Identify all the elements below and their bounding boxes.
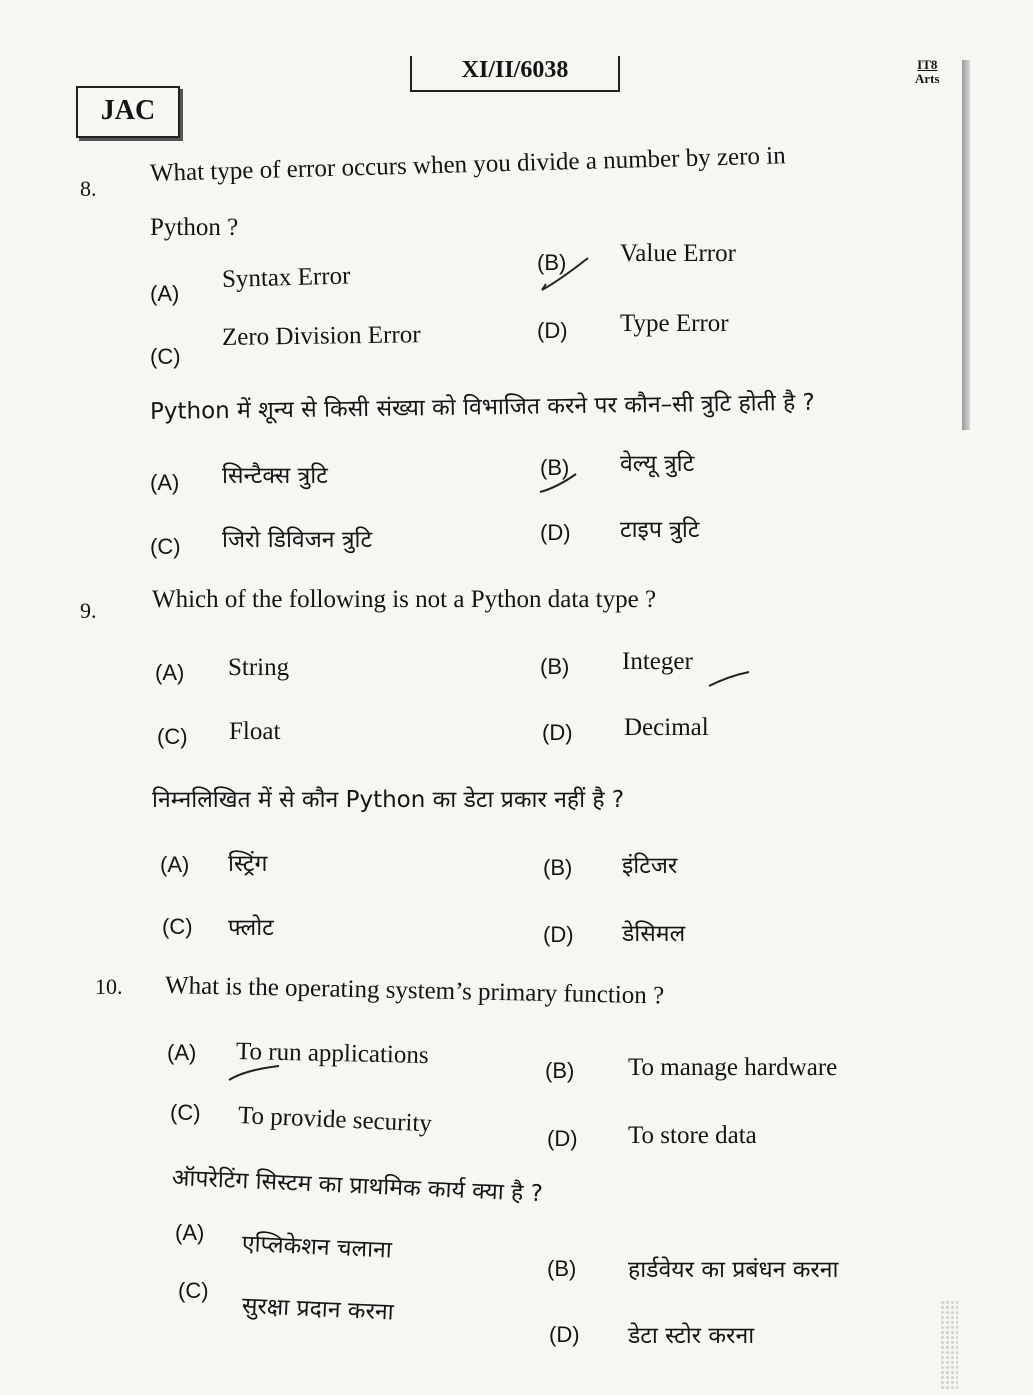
q8-option-a-text: Syntax Error — [221, 262, 351, 293]
q8-option-c-label: (C) — [150, 344, 181, 369]
q10-option-c-label: (C) — [170, 1100, 201, 1125]
q9-hi-option-b-text: इंटिजर — [622, 853, 678, 879]
q9-option-c-label: (C) — [157, 724, 188, 749]
q8-hi-option-a-label: (A) — [150, 470, 180, 495]
pen-tick-q8-hi-b — [532, 470, 592, 500]
corner-label — [915, 58, 940, 86]
q9-option-d-label: (D) — [542, 720, 573, 745]
q8-hi-option-c-text: जिरो डिविजन त्रुटि — [222, 527, 373, 553]
q9-option-b-label: (B) — [540, 654, 570, 679]
q10-text-en: What is the operating system’s primary function ? — [164, 972, 665, 1010]
q10-hi-option-b-label: (B) — [547, 1256, 577, 1281]
q8-hi-option-d-text: टाइप त्रुटि — [620, 517, 700, 543]
q9-text-hi: निम्नलिखित में से कौन Python का डेटा प्रकार नहीं है ? — [152, 787, 625, 813]
q8-option-c-text: Zero Division Error — [221, 321, 421, 351]
q9-hi-option-c-text: फ्लोट — [228, 915, 274, 941]
q10-number: 10. — [95, 974, 123, 999]
q10-option-a-label: (A) — [167, 1040, 197, 1065]
q8-hi-option-d-label: (D) — [540, 520, 571, 545]
q9-option-a-label: (A) — [155, 660, 185, 685]
q8-number: 8. — [80, 176, 97, 201]
q8-option-b-label: (B) — [537, 250, 567, 275]
q8-hi-option-a-text: सिन्टैक्स त्रुटि — [222, 463, 328, 489]
q9-hi-option-d-text: डेसिमल — [622, 921, 686, 947]
q9-number: 9. — [80, 598, 97, 623]
q10-option-d-label: (D) — [547, 1126, 578, 1151]
q9-hi-option-a-text: स्ट्रिंग — [228, 851, 268, 877]
q10-option-a-text: To run applications — [235, 1038, 429, 1070]
pen-mark-q9-b — [705, 664, 755, 694]
q8-text-hi: Python में शून्य से किसी संख्या को विभाजित करने पर कौन–सी त्रुटि होती है ? — [149, 389, 815, 425]
q10-hi-option-d-text: डेटा स्टोर करना — [628, 1323, 755, 1349]
q10-hi-option-a-label: (A) — [175, 1220, 205, 1245]
q9-option-b-text: Integer — [622, 648, 693, 675]
q9-option-c-text: Float — [229, 718, 281, 745]
q9-hi-option-c-label: (C) — [162, 914, 193, 939]
q9-hi-option-b-label: (B) — [543, 855, 573, 880]
scan-noise — [940, 1300, 958, 1390]
q9-hi-option-a-label: (A) — [160, 852, 190, 877]
q8-hi-option-b-label: (B) — [540, 455, 570, 480]
q10-option-b-label: (B) — [545, 1058, 575, 1083]
q10-hi-option-a-text: एप्लिकेशन चलाना — [241, 1231, 393, 1264]
pen-underline-q10-a — [225, 1062, 285, 1087]
q8-hi-option-b-text: वेल्यू त्रुटि — [620, 451, 695, 477]
pen-tick-q8-b — [530, 250, 600, 300]
jac-logo: JAC — [76, 86, 180, 138]
q10-option-d-text: To store data — [628, 1122, 757, 1149]
q8-option-d-text: Type Error — [620, 310, 729, 337]
q8-hi-option-c-label: (C) — [150, 534, 181, 559]
q9-option-d-text: Decimal — [624, 714, 709, 741]
q9-option-a-text: String — [228, 654, 290, 681]
corner-stream: Arts — [915, 71, 940, 86]
q8-option-d-label: (D) — [537, 318, 568, 343]
q10-text-hi: ऑपरेटिंग सिस्टम का प्राथमिक कार्य क्या है ? — [171, 1165, 544, 1208]
q10-hi-option-d-label: (D) — [549, 1322, 580, 1347]
q8-option-a-label: (A) — [150, 281, 180, 306]
q9-text-en: Which of the following is not a Python data type ? — [152, 586, 657, 613]
q10-hi-option-b-text: हार्डवेयर का प्रबंधन करना — [628, 1257, 839, 1283]
corner-code: IT8 — [917, 57, 938, 72]
q10-hi-option-c-text: सुरक्षा प्रदान करना — [241, 1293, 395, 1326]
paper-code: XI/II/6038 — [410, 56, 620, 92]
q10-option-b-text: To manage hardware — [628, 1054, 838, 1081]
q8-text-en-line2: Python ? — [150, 214, 239, 241]
q8-option-b-text: Value Error — [620, 240, 736, 267]
q9-hi-option-d-label: (D) — [543, 922, 574, 947]
q10-option-c-text: To provide security — [237, 1102, 433, 1138]
scan-shadow-edge — [962, 60, 970, 430]
q8-text-en-line1: What type of error occurs when you divide a number by zero in — [149, 142, 787, 187]
q10-hi-option-c-label: (C) — [178, 1278, 209, 1303]
